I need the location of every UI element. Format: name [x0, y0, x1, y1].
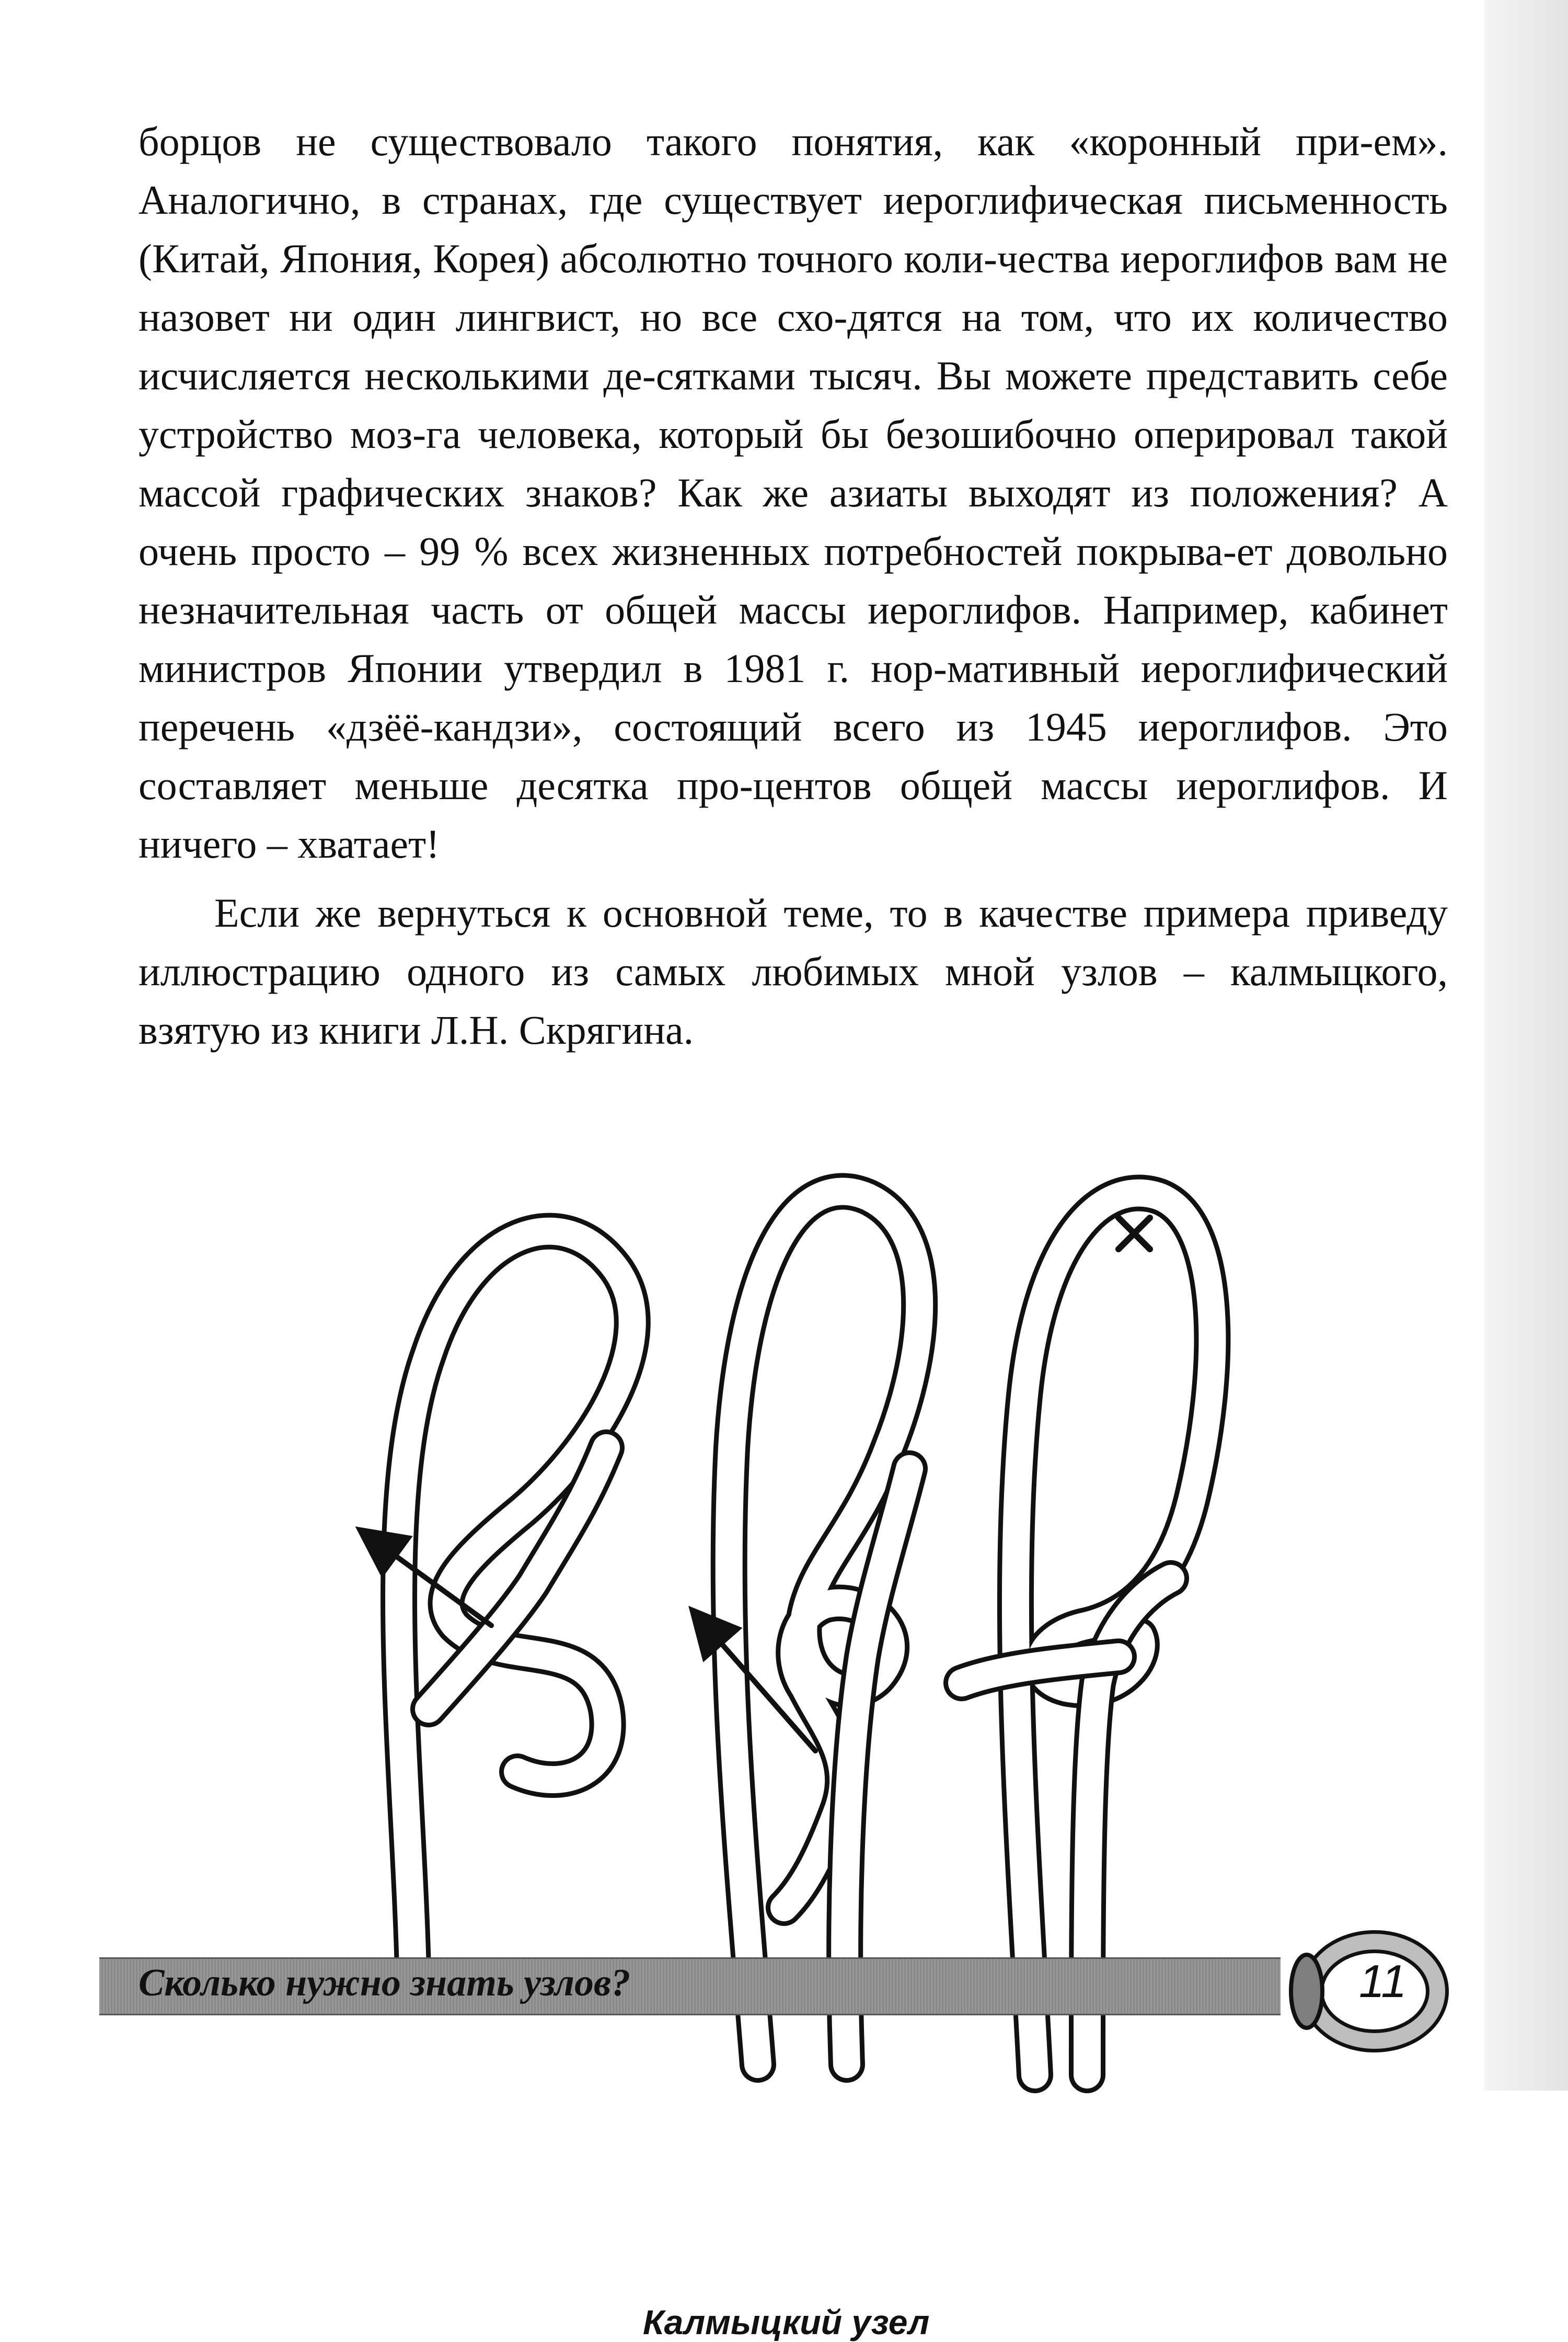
figure-caption: Калмыцкий узел — [643, 2303, 930, 2341]
paragraph-1: борцов не существовало такого понятия, как «коронный при-ем». Аналогично, в странах, где существует иероглифическая письменность (Китай, Япония, Корея) абсолютно точного коли-чества иероглифов вам не назовет ни один лингвист, но все схо-дятся на том, что их количество исчисляется несколькими де-сятками тысяч. Вы можете представить себе устройство моз-га человека, который бы безошибочно оперировал такой массой графических знаков? Как же азиаты выходят из положения? А очень просто – 99 % всех жизненных потребностей покрыва-ет довольно незначительная часть от общей массы иероглифов. Например, кабинет министров Японии утвердил в 1981 г. нор-мативный иероглифический перечень «дзёё-кандзи», состоящий всего из 1945 иероглифов. Это составляет меньше десятка про-центов общей массы иероглифов. И ничего – хватает! — [139, 119, 1448, 867]
paragraph-2: Если же вернуться к основной теме, то в качестве примера приведу иллюстрацию одного из самых любимых мной узлов – калмыцкого, взятую из книги Л.Н. Скрягина. — [139, 890, 1448, 1053]
page-number: 11 — [1359, 1955, 1407, 2007]
body-text — [139, 112, 1448, 1059]
footer-title: Сколько нужно знать узлов? — [139, 1962, 631, 2004]
knot-stage-3 — [962, 1193, 1212, 2075]
knot-stage-1 — [376, 1231, 632, 1970]
page-edge-shadow — [1484, 0, 1568, 2091]
knot-stage-2 — [706, 1191, 919, 2064]
kalmyk-knot-illustration — [345, 1134, 1265, 2263]
